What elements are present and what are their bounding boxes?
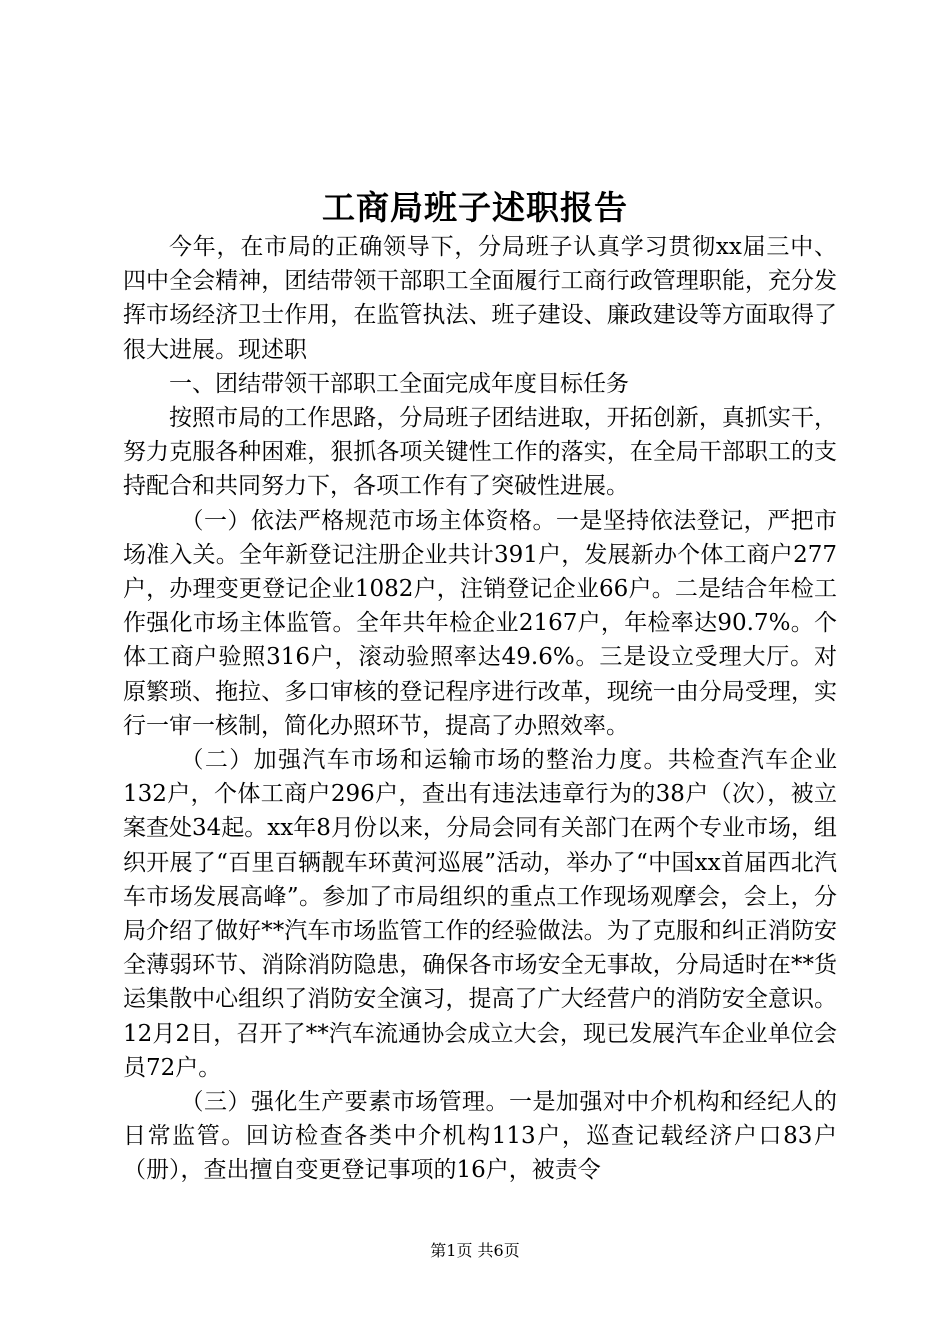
intro-paragraph: 今年，在市局的正确领导下，分局班子认真学习贯彻xx届三中、四中全会精神，团结带领干部职工全面履行工商行政管理职能，充分发挥市场经济卫士作用，在监管执法、班子建设、廉政建设等方面取得了很大进展。现述职 — [123, 234, 837, 363]
subsection-paragraph-3: （三）强化生产要素市场管理。一是加强对中介机构和经纪人的日常监管。回访检查各类中介机构113户，巡查记载经济户口83户（册），查出擅自变更登记事项的16户，被责令 — [123, 1089, 837, 1184]
section-heading: 一、团结带领干部职工全面完成年度目标任务 — [169, 370, 629, 397]
document-body — [123, 230, 837, 1188]
subsection-paragraph-2: （二）加强汽车市场和运输市场的整治力度。共检查汽车企业132户，个体工商户296户，查出有违法违章行为的38户（次），被立案查处34起。xx年8月份以来，分局会同有关部门在两个专业市场，组织开展了“百里百辆靓车环黄河巡展”活动，举办了“中国xx首届西北汽车市场发展高峰”。参加了市局组织的重点工作现场观摩会，会上，分局介绍了做好**汽车市场监管工作的经验做法。为了克服和纠正消防安全薄弱环节、消除消防隐患，确保各市场安全无事故，分局适时在**货运集散中心组织了消防安全演习，提高了广大经营户的消防安全意识。12月2日，召开了**汽车流通协会成立大会，现已发展汽车企业单位会员72户。 — [123, 747, 837, 1081]
document-title: 工商局班子述职报告 — [322, 188, 628, 227]
subsection-paragraph-1: （一）依法严格规范市场主体资格。一是坚持依法登记，严把市场准入关。全年新登记注册企业共计391户，发展新办个体工商户277户，办理变更登记企业1082户，注销登记企业66户。二是结合年检工作强化市场主体监管。全年共年检企业2167户，年检率达90.7%。个体工商户验照316户，滚动验照率达49.6%。三是设立受理大厅。对原繁琐、拖拉、多口审核的登记程序进行改革，现统一由分局受理，实行一审一核制，简化办照环节，提高了办照效率。 — [123, 507, 837, 739]
page-footer: 第1页 共6页 — [430, 1241, 520, 1260]
summary-paragraph: 按照市局的工作思路，分局班子团结进取，开拓创新，真抓实干，努力克服各种困难，狠抓各项关键性工作的落实，在全局干部职工的支持配合和共同努力下，各项工作有了突破性进展。 — [123, 405, 837, 500]
